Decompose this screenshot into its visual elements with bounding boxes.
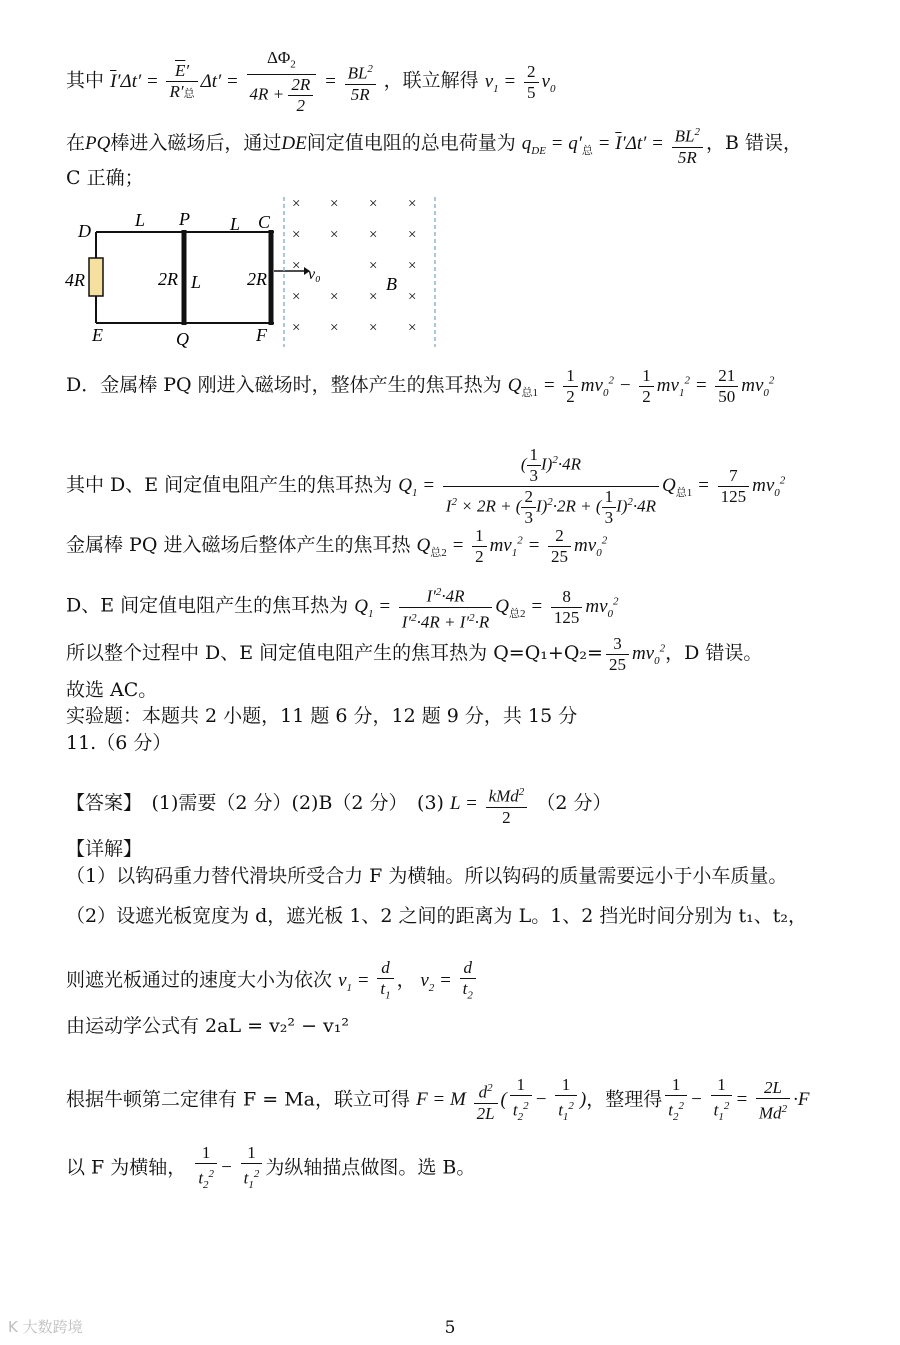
svg-text:×: ×: [330, 196, 339, 212]
line-4: D．金属棒 PQ 刚进入磁场时，整体产生的焦耳热为 $Q_{总1}$ = $\frac{1}{2}$ $mv_0^2$ − $\frac{1}{2}$ $mv_1^2$ = $\frac{21}{50}$ $mv_0^2$: [66, 366, 775, 406]
label-2r-pq: 2R: [158, 269, 178, 289]
resistor-4r: [89, 258, 103, 296]
line-8: 所以整个过程中 D、E 间定值电阻产生的焦耳热为 Q=Q₁+Q₂= $\frac{3}{25}$ $mv_0^2$，D 错误。: [66, 634, 763, 674]
line-6: 金属棒 PQ 进入磁场后整体产生的焦耳热 $Q_{总2}$ = $\frac{1}{2}$ $mv_1^2$ = $\frac{2}{25}$ $mv_0^2$: [66, 526, 608, 566]
label-b: B: [386, 274, 397, 294]
svg-text:×: ×: [408, 320, 417, 336]
detail-3: 则遮光板通过的速度大小为依次 $v_1$ = $\frac{d}{t_1}$ ， $v_2$ = $\frac{d}{t_2}$: [66, 958, 479, 1005]
label-2r-cf: 2R: [247, 269, 267, 289]
detail-2: （2）设遮光板宽度为 d，遮光板 1、2 之间的距离为 L。1、2 挡光时间分别为 t₁、t₂，: [66, 905, 807, 927]
line-3: C 正确；: [66, 167, 144, 189]
detail-6: 以 F 为横轴， $\frac{1}{t_2^2}$ − $\frac{1}{t_1^2}$ 为纵轴描点做图。选 B。: [66, 1143, 476, 1192]
eq-q-de: $q_{DE} = q'_总 = \overline{I}'\Delta t'$ = $\frac{BL^2}{5R}$: [522, 133, 706, 154]
detail-5: 根据牛顿第二定律有 F = Ma，联立可得 F = M $\frac{d^2}{2L}$ ( $\frac{1}{t_2^2}$ − $\frac{1}{t_1^2}$ )，整理得 $\frac{1}{t_2^2}$ − $\frac{1}{t_1^2}$ = $\frac{2L}{Md^2}$ ·F: [66, 1075, 810, 1124]
svg-text:×: ×: [292, 258, 301, 274]
svg-text:×: ×: [369, 289, 378, 305]
label-v0: v₀: [308, 266, 321, 283]
label-f: F: [256, 325, 267, 345]
label-4r: 4R: [65, 270, 85, 290]
line-2: 在PQ棒进入磁场后，通过DE间定值电阻的总电荷量为 $q_{DE} = q'_总 = \overline{I}'\Delta t'$ = $\frac{BL^2}{5R}$ ，B 错误，: [66, 122, 802, 168]
svg-text:×: ×: [292, 289, 301, 305]
svg-text:×: ×: [369, 196, 378, 212]
label-l-pq: L: [191, 272, 202, 292]
svg-text:×: ×: [330, 320, 339, 336]
label-l-top-left: L: [135, 210, 146, 230]
detail-1: （1）以钩码重力替代滑块所受合力 F 为横轴。所以钩码的质量需要远小于小车质量。: [66, 865, 788, 887]
svg-text:×: ×: [330, 227, 339, 243]
svg-text:×: ×: [408, 196, 417, 212]
label-d: D: [78, 221, 91, 241]
eq-q-total-2: $Q_{总2}$ = $\frac{1}{2}$ $mv_1^2$ = $\frac{2}{25}$ $mv_0^2$: [416, 526, 608, 566]
svg-text:×: ×: [292, 196, 301, 212]
eq-charge-intro: $\overline{I}'\Delta t'$ = $\frac{\overline{E}'}{\text{R′总}}$ Δt′ = $\Delta\Phi_2$ 4R + $\frac{2R}{2}$ = $\frac{BL^2}{5R}$: [110, 71, 384, 92]
label-c: C: [258, 212, 271, 232]
eq-axis: $\frac{1}{t_2^2}$ − $\frac{1}{t_1^2}$: [192, 1157, 265, 1178]
watermark-logo-icon: K: [8, 1318, 18, 1336]
eq-newton: F = M $\frac{d^2}{2L}$ ( $\frac{1}{t_2^2}$ − $\frac{1}{t_1^2}$ ): [416, 1075, 587, 1124]
label-q: Q: [176, 329, 189, 349]
eq-velocities: $v_1$ = $\frac{d}{t_1}$ ， $v_2$ = $\frac{d}{t_2}$: [338, 970, 479, 991]
svg-text:×: ×: [292, 320, 301, 336]
svg-text:×: ×: [330, 289, 339, 305]
eq-answer-l: L = $\frac{kMd^2}{2}$: [450, 793, 530, 814]
eq-q-total-1: $Q_{总1}$ = $\frac{1}{2}$ $mv_0^2$ − $\frac{1}{2}$ $mv_1^2$ = $\frac{21}{50}$ $mv_0^2$: [507, 366, 775, 406]
svg-text:×: ×: [369, 320, 378, 336]
eq-q-sum: $\frac{3}{25}$ $mv_0^2$: [603, 643, 665, 664]
line-11: 11.（6 分）: [66, 732, 172, 754]
line-10: 实验题：本题共 2 小题，11 题 6 分，12 题 9 分，共 15 分: [66, 705, 578, 727]
eq-q1: $Q_1$ = ( $\frac{1}{3}$ I)$^2$·4R $I^2 \times 2R$ + ( $\frac{2}{3}$ I)$^2$·2R + ( $\frac{1}{3}$ I)$^2$·4R $Q_{总1}$ = $\frac{7}{125}$ $mv_0^2$: [398, 445, 786, 527]
watermark: K 大数跨境: [8, 1318, 83, 1336]
label-e: E: [92, 325, 103, 345]
circuit-diagram: [60, 195, 460, 355]
eq-rearranged: $\frac{1}{t_2^2}$ − $\frac{1}{t_1^2}$ = $\frac{2L}{Md^2}$ ·F: [662, 1089, 809, 1110]
line-9: 故选 AC。: [66, 679, 158, 701]
svg-text:×: ×: [369, 258, 378, 274]
svg-text:×: ×: [369, 227, 378, 243]
detail-4: 由运动学公式有 2aL = v₂² − v₁²: [66, 1015, 350, 1037]
line-1: 其中 $\overline{I}'\Delta t'$ = $\frac{\overline{E}'}{\text{R′总}}$ Δt′ = $\Delta\Phi_2$ 4R + $\frac{2R}{2}$ = $\frac{BL^2}{5R}$ ，联立解得 $v_1$ = $\frac{2}{5}$ $v_0$: [66, 48, 556, 116]
line-7: D、E 间定值电阻产生的焦耳热为 $Q_1$ = $\frac{I'^2\cdot 4R}{I'^2\cdot 4R + I'^2\cdot R}$ $Q_{总2}$ = $\frac{8}{125}$ $mv_0^2$: [66, 582, 619, 632]
eq-q2: $Q_1$ = $\frac{I'^2\cdot 4R}{I'^2\cdot 4R + I'^2\cdot R}$ $Q_{总2}$ = $\frac{8}{125}$ $mv_0^2$: [354, 596, 618, 617]
svg-text:×: ×: [408, 258, 417, 274]
svg-text:×: ×: [408, 227, 417, 243]
label-l-top-right: L: [230, 214, 241, 234]
svg-text:×: ×: [408, 289, 417, 305]
detail-title: 【详解】: [66, 838, 143, 860]
page-number: 5: [444, 1318, 456, 1338]
line-5: 其中 D、E 间定值电阻产生的焦耳热为 $Q_1$ = ( $\frac{1}{3}$ I)$^2$·4R $I^2 \times 2R$ + ( $\frac{2}{3}$ I)$^2$·2R + ( $\frac{1}{3}$ I)$^2$·4R $Q_{总1}$ = $\frac{7}{125}$ $mv_0^2$: [66, 445, 786, 527]
svg-text:×: ×: [292, 227, 301, 243]
label-p: P: [179, 209, 190, 229]
answer-line: 【答案】 (1)需要（2 分）(2)B（2 分） (3) L = $\frac{kMd^2}{2}$ （2 分）: [66, 782, 611, 828]
